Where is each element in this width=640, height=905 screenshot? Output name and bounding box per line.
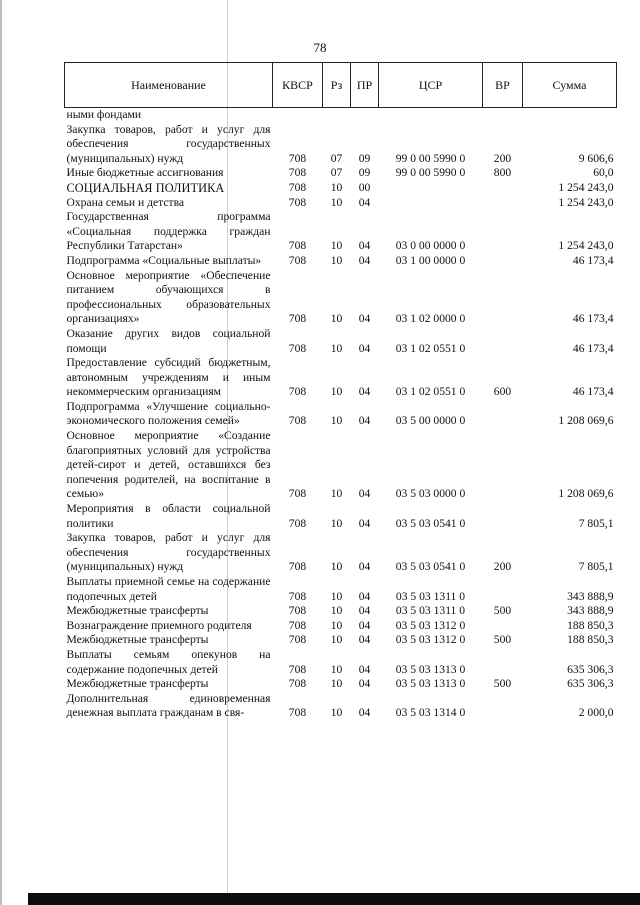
cell-pr: 09 — [358, 166, 371, 180]
cell-name: Закупка товаров, работ и услуг для обеспечения государственных (муниципальных) нужд — [66, 122, 271, 165]
cell-csr: 03 5 03 1313 0 — [395, 662, 466, 676]
cell-pr: 04 — [358, 385, 371, 399]
cell-csr: 03 5 03 1312 0 — [395, 618, 466, 632]
cell-kvsr: 708 — [288, 195, 307, 209]
cell-name: Государственная программа «Социальная поддержка граждан Республики Татарстан» — [66, 210, 271, 253]
cell-kvsr: 708 — [288, 560, 307, 574]
cell-rz: 10 — [330, 414, 343, 428]
cell-sum: 1 254 243,0 — [558, 180, 614, 194]
cell-vr: 200 — [493, 560, 512, 574]
cell-sum: 60,0 — [593, 166, 614, 180]
cell-sum: 1 208 069,6 — [558, 487, 614, 501]
cell-pr: 04 — [358, 414, 371, 428]
cell-csr: 03 5 03 0000 0 — [395, 487, 466, 501]
cell-sum: 7 805,1 — [578, 516, 614, 530]
table-row — [65, 108, 617, 123]
cell-rz: 10 — [330, 312, 343, 326]
cell-kvsr: 708 — [288, 604, 307, 618]
cell-pr: 04 — [358, 516, 371, 530]
cell-rz: 10 — [330, 618, 343, 632]
table-row — [65, 210, 617, 254]
cell-rz: 10 — [330, 560, 343, 574]
cell-vr — [483, 269, 523, 327]
header-pr: ПР — [351, 63, 379, 108]
cell-name: Межбюджетные трансферты — [66, 633, 209, 647]
header-sum: Сумма — [523, 63, 617, 108]
cell-kvsr: 708 — [288, 633, 307, 647]
cell-csr: 03 1 02 0000 0 — [395, 312, 466, 326]
cell-vr — [483, 108, 523, 123]
cell-rz: 10 — [330, 516, 343, 530]
cell-vr: 500 — [493, 633, 512, 647]
cell-csr — [379, 181, 483, 196]
table-row — [65, 633, 617, 648]
cell-csr: 03 0 00 0000 0 — [395, 239, 466, 253]
cell-rz: 10 — [330, 180, 343, 194]
cell-name: Дополнительная единовременная денежная выплата гражданам в свя- — [66, 691, 271, 720]
scan-bottom-bar — [28, 893, 640, 905]
cell-pr: 04 — [358, 604, 371, 618]
cell-kvsr: 708 — [288, 312, 307, 326]
cell-vr — [483, 254, 523, 269]
cell-name: Межбюджетные трансферты — [66, 604, 209, 618]
cell-sum: 46 173,4 — [572, 385, 614, 399]
cell-name: Межбюджетные трансферты — [66, 677, 209, 691]
cell-sum: 1 254 243,0 — [558, 239, 614, 253]
table-row — [65, 269, 617, 327]
cell-csr: 03 1 02 0551 0 — [395, 341, 466, 355]
cell-csr: 03 5 03 0541 0 — [395, 560, 466, 574]
cell-sum: 2 000,0 — [578, 706, 614, 720]
cell-sum: 1 254 243,0 — [558, 195, 614, 209]
scan-left-edge — [0, 0, 2, 905]
table-row — [65, 254, 617, 269]
header-rz: Рз — [323, 63, 351, 108]
cell-pr: 04 — [358, 633, 371, 647]
cell-rz: 10 — [330, 633, 343, 647]
cell-name: Оказание других видов социальной помощи — [66, 326, 271, 355]
table-row — [65, 677, 617, 692]
cell-pr: 04 — [358, 618, 371, 632]
cell-rz: 10 — [330, 706, 343, 720]
cell-pr: 04 — [358, 253, 371, 267]
cell-kvsr: 708 — [288, 385, 307, 399]
cell-csr: 99 0 00 5990 0 — [395, 166, 466, 180]
cell-vr: 800 — [493, 166, 512, 180]
cell-kvsr: 708 — [288, 516, 307, 530]
cell-pr: 04 — [358, 312, 371, 326]
table-row — [65, 692, 617, 721]
cell-csr: 03 5 03 1313 0 — [395, 677, 466, 691]
cell-kvsr: 708 — [288, 239, 307, 253]
cell-csr: 03 5 03 0541 0 — [395, 516, 466, 530]
cell-kvsr: 708 — [288, 589, 307, 603]
cell-kvsr: 708 — [288, 341, 307, 355]
cell-csr: 99 0 00 5990 0 — [395, 151, 466, 165]
cell-kvsr — [273, 108, 323, 123]
cell-name: Иные бюджетные ассигнования — [66, 166, 224, 180]
cell-name: Предоставление субсидий бюджетным, автономным учреждениям и иным некоммерческим организациям — [66, 356, 271, 399]
cell-rz: 07 — [330, 151, 343, 165]
cell-rz: 10 — [330, 589, 343, 603]
cell-name: Охрана семьи и детства — [66, 195, 185, 209]
cell-vr — [483, 619, 523, 634]
cell-sum: 188 850,3 — [567, 633, 614, 647]
cell-csr: 03 5 03 1312 0 — [395, 633, 466, 647]
cell-vr — [483, 502, 523, 531]
cell-sum — [523, 108, 617, 123]
cell-vr: 500 — [493, 677, 512, 691]
table-header-row — [65, 63, 617, 108]
cell-kvsr: 708 — [288, 677, 307, 691]
cell-vr — [483, 692, 523, 721]
header-csr: ЦСР — [379, 63, 483, 108]
cell-name: Подпрограмма «Социальные выплаты» — [66, 253, 262, 267]
cell-sum: 635 306,3 — [567, 662, 614, 676]
cell-vr: 600 — [493, 385, 512, 399]
cell-pr: 04 — [358, 195, 371, 209]
cell-kvsr: 708 — [288, 253, 307, 267]
cell-sum: 46 173,4 — [572, 312, 614, 326]
cell-kvsr: 708 — [288, 166, 307, 180]
cell-sum: 343 888,9 — [567, 589, 614, 603]
cell-kvsr: 708 — [288, 618, 307, 632]
table-row — [65, 166, 617, 181]
page-number: 78 — [313, 40, 327, 55]
table-row — [65, 356, 617, 400]
cell-pr — [351, 108, 379, 123]
cell-vr: 200 — [493, 151, 512, 165]
cell-pr: 04 — [358, 706, 371, 720]
cell-vr: 500 — [493, 604, 512, 618]
table-row — [65, 575, 617, 604]
table-row — [65, 196, 617, 211]
cell-name: СОЦИАЛЬНАЯ ПОЛИТИКА — [66, 180, 225, 195]
budget-table — [64, 62, 617, 721]
cell-sum: 635 306,3 — [567, 677, 614, 691]
table-row — [65, 181, 617, 196]
cell-sum: 343 888,9 — [567, 604, 614, 618]
cell-pr: 04 — [358, 239, 371, 253]
header-vr: ВР — [483, 63, 523, 108]
cell-name: Основное мероприятие «Обеспечение питанием обучающихся в профессиональных образовательных организациях» — [66, 268, 271, 326]
cell-pr: 04 — [358, 341, 371, 355]
header-kvsr: КВСР — [273, 63, 323, 108]
cell-name: Закупка товаров, работ и услуг для обеспечения государственных (муниципальных) нужд — [66, 531, 271, 574]
cell-rz: 10 — [330, 253, 343, 267]
table-row — [65, 502, 617, 531]
cell-sum: 9 606,6 — [578, 151, 614, 165]
cell-csr: 03 1 00 0000 0 — [395, 253, 466, 267]
cell-vr — [483, 648, 523, 677]
cell-rz: 10 — [330, 341, 343, 355]
table-row — [65, 327, 617, 356]
cell-pr: 04 — [358, 662, 371, 676]
cell-sum: 188 850,3 — [567, 618, 614, 632]
cell-vr — [483, 429, 523, 502]
cell-sum: 46 173,4 — [572, 341, 614, 355]
cell-pr: 00 — [358, 180, 371, 194]
cell-csr: 03 5 03 1311 0 — [395, 604, 466, 618]
cell-sum: 46 173,4 — [572, 253, 614, 267]
cell-kvsr: 708 — [288, 706, 307, 720]
cell-pr: 04 — [358, 560, 371, 574]
cell-rz: 10 — [330, 604, 343, 618]
cell-csr: 03 5 00 0000 0 — [395, 414, 466, 428]
cell-csr: 03 5 03 1311 0 — [395, 589, 466, 603]
cell-rz: 10 — [330, 385, 343, 399]
cell-name: Подпрограмма «Улучшение социально-экономического положения семей» — [66, 399, 271, 428]
table-row — [65, 648, 617, 677]
cell-rz — [323, 108, 351, 123]
cell-csr — [379, 108, 483, 123]
cell-name: Мероприятия в области социальной политики — [66, 502, 271, 530]
cell-vr — [483, 196, 523, 211]
cell-vr — [483, 400, 523, 429]
cell-kvsr: 708 — [288, 662, 307, 676]
cell-vr — [483, 327, 523, 356]
table-row — [65, 604, 617, 619]
cell-name: ными фондами — [66, 108, 142, 121]
table-row — [65, 123, 617, 167]
cell-rz: 10 — [330, 487, 343, 501]
cell-pr: 04 — [358, 677, 371, 691]
table-row — [65, 619, 617, 634]
cell-csr — [379, 196, 483, 211]
cell-kvsr: 708 — [288, 414, 307, 428]
table-row — [65, 400, 617, 429]
cell-name: Выплаты семьям опекунов на содержание подопечных детей — [66, 647, 271, 676]
cell-name: Выплаты приемной семье на содержание подопечных детей — [66, 575, 271, 603]
cell-pr: 04 — [358, 589, 371, 603]
cell-vr — [483, 575, 523, 604]
cell-rz: 10 — [330, 239, 343, 253]
cell-pr: 09 — [358, 151, 371, 165]
table-row — [65, 429, 617, 502]
cell-sum: 1 208 069,6 — [558, 414, 614, 428]
cell-vr — [483, 181, 523, 196]
cell-kvsr: 708 — [288, 151, 307, 165]
table-row — [65, 531, 617, 575]
header-name: Наименование — [65, 63, 273, 108]
cell-rz: 07 — [330, 166, 343, 180]
cell-kvsr: 708 — [288, 180, 307, 194]
cell-name: Вознаграждение приемного родителя — [66, 618, 252, 632]
cell-rz: 10 — [330, 677, 343, 691]
cell-rz: 10 — [330, 195, 343, 209]
cell-kvsr: 708 — [288, 487, 307, 501]
cell-csr: 03 5 03 1314 0 — [395, 706, 466, 720]
cell-name: Основное мероприятие «Создание благоприятных условий для устройства детей-сирот и детей, оставшихся без попечения родителей, на воспитание в семью» — [66, 429, 271, 501]
cell-sum: 7 805,1 — [578, 560, 614, 574]
cell-vr — [483, 210, 523, 254]
cell-csr: 03 1 02 0551 0 — [395, 385, 466, 399]
cell-pr: 04 — [358, 487, 371, 501]
cell-rz: 10 — [330, 662, 343, 676]
